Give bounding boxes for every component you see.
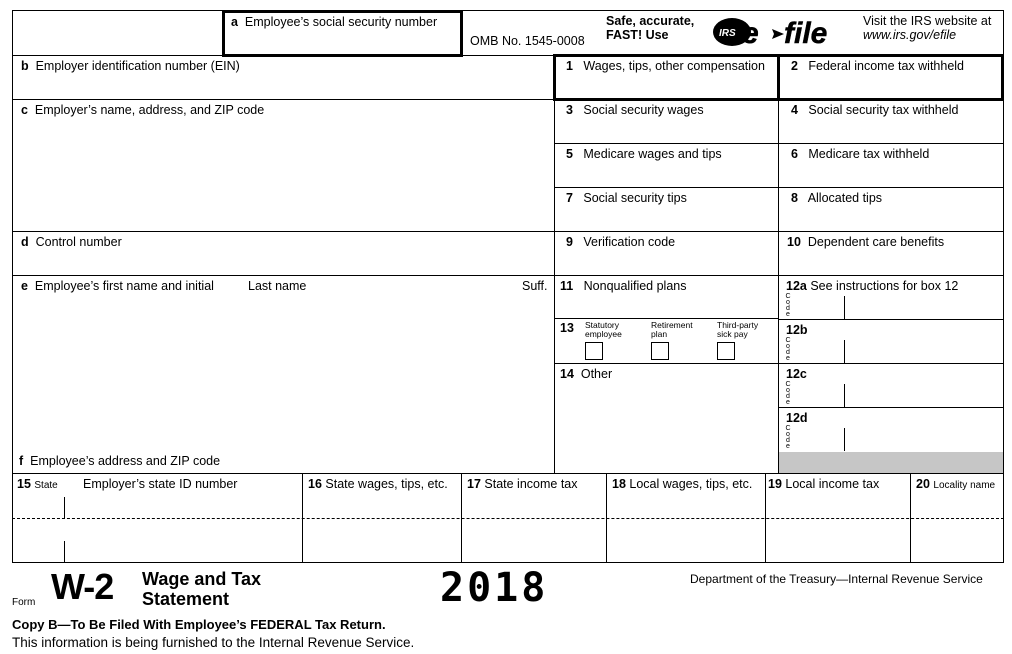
box-number: 19 <box>768 477 782 491</box>
box-b-ein[interactable] <box>13 56 553 99</box>
box-14-other[interactable] <box>556 364 777 472</box>
code-letter: d <box>786 349 790 356</box>
box-12d[interactable] <box>780 408 1002 451</box>
code-letter: e <box>786 443 790 450</box>
box-number: 12d <box>786 411 808 425</box>
rule <box>778 55 779 474</box>
box-4-ss-tax[interactable] <box>780 100 1002 143</box>
box-label: Medicare tax withheld <box>808 147 930 161</box>
box-7-ss-tips[interactable] <box>556 188 777 231</box>
box-18-local-wages[interactable] <box>607 474 764 562</box>
box-label: Medicare wages and tips <box>583 147 722 161</box>
form-word: Form <box>12 597 36 608</box>
box-number: 15 <box>17 477 31 491</box>
box-label: Employee’s first name and initial <box>34 279 214 293</box>
irs-efile-url[interactable]: www.irs.gov/efile <box>863 28 957 42</box>
box-number: 20 <box>916 477 930 491</box>
box-letter: f <box>19 454 24 468</box>
box-number: 8 <box>791 191 798 205</box>
box-label: Dependent care benefits <box>807 235 945 249</box>
box-number: 11 <box>560 279 574 293</box>
omb-number: OMB No. 1545-0008 <box>470 34 585 48</box>
code-letter: o <box>786 299 790 306</box>
efile-logo-e: e <box>742 17 759 49</box>
box-number: 18 <box>612 477 626 491</box>
box-number: 12a <box>786 279 807 293</box>
box-number: 6 <box>791 147 798 161</box>
box-19-local-tax[interactable] <box>766 474 909 562</box>
tax-year: 2018 <box>440 565 549 611</box>
statutory-label: Statutory <box>585 320 620 330</box>
box-label: Local income tax <box>785 477 880 491</box>
box-12c[interactable] <box>780 364 1002 407</box>
last-name-label: Last name <box>248 279 307 293</box>
border-top <box>12 10 1004 11</box>
form-title-line1: Wage and Tax <box>142 569 262 589</box>
box-label: Employer identification number (EIN) <box>35 59 240 73</box>
box-c-employer-name-address[interactable] <box>13 100 553 231</box>
box-11-nonqualified-plans[interactable] <box>556 276 777 318</box>
box-letter: b <box>21 59 29 73</box>
box-5-medicare-wages[interactable] <box>556 144 777 187</box>
box-a-employee-ssn[interactable] <box>225 13 459 53</box>
form-title-line2: Statement <box>142 589 230 609</box>
fast-use-text: FAST! Use <box>606 28 669 42</box>
box-label: Other <box>580 367 613 381</box>
box-label: State income tax <box>484 477 578 491</box>
code-letter: e <box>786 355 790 362</box>
retirement-plan-checkbox[interactable] <box>651 342 669 360</box>
code-letter: e <box>786 399 790 406</box>
box-number: 7 <box>566 191 573 205</box>
efile-logo-irs: IRS <box>719 28 736 39</box>
box-label: Locality name <box>933 480 996 491</box>
code-letter: d <box>786 437 790 444</box>
box-label: Social security wages <box>583 103 704 117</box>
code-letter: o <box>786 343 790 350</box>
box-label: Social security tips <box>583 191 687 205</box>
box-number: 14 <box>560 367 574 381</box>
state-label: State <box>34 480 58 491</box>
box-letter: a <box>231 15 238 29</box>
suffix-label: Suff. <box>522 279 548 293</box>
box-label: Wages, tips, other compensation <box>583 59 765 73</box>
box-number: 3 <box>566 103 573 117</box>
box-e-employee-name[interactable] <box>13 276 553 446</box>
box-letter: e <box>21 279 28 293</box>
box-8-allocated-tips[interactable] <box>780 188 1002 231</box>
box-number: 17 <box>467 477 481 491</box>
box-number: 5 <box>566 147 573 161</box>
box-6-medicare-tax[interactable] <box>780 144 1002 187</box>
border-bottom <box>12 562 1004 563</box>
box-label: Employer’s name, address, and ZIP code <box>34 103 265 117</box>
box-label: Control number <box>35 235 122 249</box>
box-3-ss-wages[interactable] <box>556 100 777 143</box>
third-party-label: Third-party <box>717 320 759 330</box>
box-1-wages[interactable] <box>556 57 777 98</box>
box-label: State wages, tips, etc. <box>325 477 448 491</box>
box-17-state-tax[interactable] <box>462 474 605 562</box>
box-label: Verification code <box>583 235 676 249</box>
box-number: 12c <box>786 367 807 381</box>
box-15-state[interactable] <box>13 474 301 562</box>
box-number: 12b <box>786 323 808 337</box>
irs-efile-logo <box>712 15 860 49</box>
code-letter: C <box>785 293 791 300</box>
box-d-control-number[interactable] <box>13 232 553 275</box>
arrow-icon <box>762 29 784 39</box>
code-letter: C <box>785 337 791 344</box>
code-letter: C <box>785 381 791 388</box>
box-label: Allocated tips <box>807 191 883 205</box>
code-letter: d <box>786 305 790 312</box>
box-label: See instructions for box 12 <box>810 279 959 293</box>
copy-b-heading: Copy B—To Be Filed With Employee’s FEDERAL Tax Return. <box>12 617 386 632</box>
box-f-employee-address[interactable] <box>13 450 553 472</box>
safe-accurate-text: Safe, accurate, <box>606 14 695 28</box>
efile-logo-graphic <box>712 15 860 49</box>
box-label: Employee’s address and ZIP code <box>30 454 221 468</box>
third-party-label-2: sick pay <box>717 329 748 339</box>
box-letter: c <box>21 103 28 117</box>
code-letter: C <box>785 425 791 432</box>
box-number: 1 <box>566 59 573 73</box>
box-label: Local wages, tips, etc. <box>629 477 753 491</box>
state-id-label: Employer’s state ID number <box>83 477 238 491</box>
statutory-label-2: employee <box>585 329 622 339</box>
code-letter: d <box>786 393 790 400</box>
box-label: Nonqualified plans <box>583 279 687 293</box>
box-20-locality-name[interactable] <box>911 474 1003 562</box>
box-label: Federal income tax withheld <box>808 59 965 73</box>
box-label: Social security tax withheld <box>808 103 959 117</box>
box-10-dependent-care[interactable] <box>780 232 1002 275</box>
department-text: Department of the Treasury—Internal Revenue Service <box>690 572 983 586</box>
form-id-w2: W-2 <box>51 566 114 607</box>
code-letter: e <box>786 311 790 318</box>
code-letter: o <box>786 431 790 438</box>
box-number: 9 <box>566 235 573 249</box>
statutory-employee-checkbox[interactable] <box>585 342 603 360</box>
box-2-federal-tax[interactable] <box>781 57 1001 98</box>
box-16-state-wages[interactable] <box>303 474 460 562</box>
retirement-label-2: plan <box>651 329 668 339</box>
shaded-area <box>779 452 1003 473</box>
box-label: Employee’s social security number <box>244 15 438 29</box>
retirement-label: Retirement <box>651 320 693 330</box>
box-number: 2 <box>791 59 798 73</box>
box-number: 16 <box>308 477 322 491</box>
visit-irs-text: Visit the IRS website at <box>863 14 992 28</box>
box-9-verification-code[interactable] <box>556 232 777 275</box>
box-13-checkboxes <box>556 319 777 363</box>
box-12b[interactable] <box>780 320 1002 363</box>
furnished-note: This information is being furnished to the Internal Revenue Service. <box>12 635 415 650</box>
box-letter: d <box>21 235 29 249</box>
box-number: 13 <box>560 321 574 335</box>
efile-logo-file: file <box>784 17 828 49</box>
box-number: 10 <box>787 235 801 249</box>
box-12a[interactable] <box>780 276 1002 319</box>
code-letter: o <box>786 387 790 394</box>
third-party-sick-pay-checkbox[interactable] <box>717 342 735 360</box>
rule <box>554 55 555 474</box>
box-number: 4 <box>791 103 798 117</box>
